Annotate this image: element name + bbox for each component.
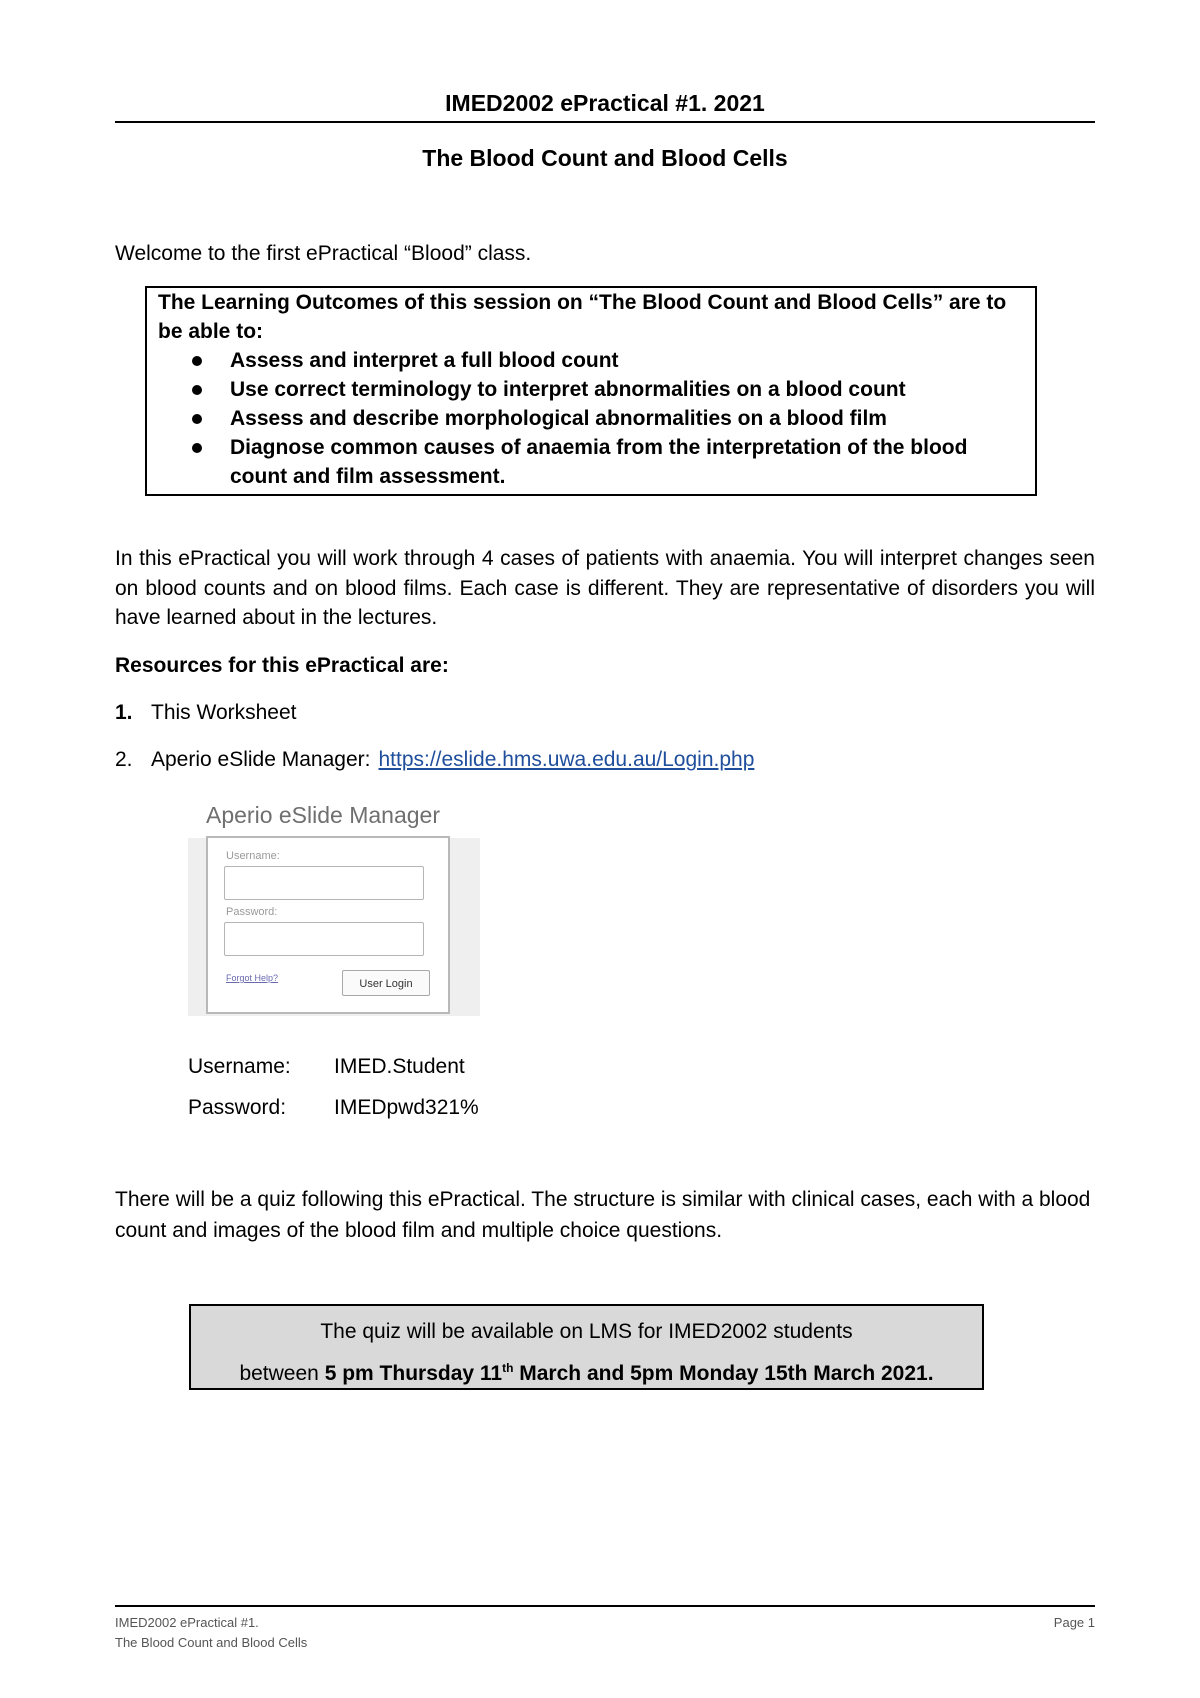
bullet-icon — [192, 414, 202, 424]
credential-password — [188, 1094, 479, 1122]
notice-dates — [325, 1362, 934, 1385]
notice-date-end: March and 5pm Monday 15th March 2021. — [513, 1362, 934, 1385]
list-item-text: Assess and interpret a full blood count — [230, 349, 619, 372]
resources-heading: Resources for this ePractical are: — [115, 654, 449, 677]
list-item-text: Diagnose common causes of anaemia from the interpretation of the blood count and film assessment. — [230, 436, 968, 488]
username-label: Username: — [188, 1055, 291, 1078]
bullet-icon — [192, 356, 202, 366]
header-divider — [115, 121, 1095, 123]
eslide-link[interactable]: https://eslide.hms.uwa.edu.au/Login.php — [378, 748, 755, 771]
quiz-paragraph: There will be a quiz following this ePractical. The structure is similar with clinical cases, each with a blood count and images of the blood film and multiple choice questions. — [115, 1188, 1091, 1242]
login-forgot-link: Forgot Help? — [226, 973, 279, 983]
footer-doc-title: The Blood Count and Blood Cells — [115, 1635, 308, 1650]
login-username-field — [224, 866, 424, 900]
resource-label: Aperio eSlide Manager: — [151, 748, 371, 771]
list-item — [158, 346, 1023, 375]
page-number: Page 1 — [1053, 1615, 1095, 1630]
notice-line-1: The quiz will be available on LMS for IMED2002 students — [320, 1320, 853, 1343]
login-password-label: Password: — [226, 906, 278, 918]
username-value: IMED.Student — [334, 1055, 465, 1078]
login-password-field — [224, 922, 424, 956]
page-title: The Blood Count and Blood Cells — [422, 145, 788, 171]
footer-divider — [115, 1605, 1095, 1607]
intro-paragraph: In this ePractical you will work through 4 cases of patients with anaemia. You will interpret changes seen on blood counts and on blood films. Each case is different. They are representative of disorders you will have learned about in the lectures. — [115, 547, 1095, 629]
login-screenshot — [188, 800, 480, 1020]
credential-username — [188, 1053, 465, 1081]
footer-left — [115, 1613, 307, 1653]
list-item — [158, 433, 1023, 491]
password-label: Password: — [188, 1096, 287, 1119]
learning-outcomes-box — [145, 286, 1037, 496]
list-item — [158, 375, 1023, 404]
password-value: IMEDpwd321% — [334, 1096, 479, 1119]
login-username-label: Username: — [226, 850, 280, 862]
login-form-panel — [206, 836, 450, 1014]
quiz-notice-box — [189, 1304, 984, 1390]
bullet-icon — [192, 385, 202, 395]
list-item-text: Assess and describe morphological abnormalities on a blood film — [230, 407, 887, 430]
footer-course: IMED2002 ePractical #1. — [115, 1615, 259, 1630]
resource-item-worksheet — [115, 699, 297, 727]
resource-item-eslide — [115, 746, 754, 774]
course-title: IMED2002 ePractical #1. 2021 — [445, 90, 765, 116]
notice-prefix: between — [239, 1362, 325, 1385]
notice-date-start: 5 pm Thursday 11 — [324, 1362, 503, 1385]
learning-outcomes-intro: The Learning Outcomes of this session on “The Blood Count and Blood Cells” are to be able to: — [158, 291, 1007, 343]
welcome-text: Welcome to the first ePractical “Blood” class. — [115, 242, 532, 265]
bullet-icon — [192, 443, 202, 453]
notice-ordinal: th — [502, 1361, 514, 1375]
resource-number: 2. — [115, 748, 133, 771]
resource-label: This Worksheet — [151, 701, 297, 724]
resource-number: 1. — [115, 701, 133, 724]
notice-line-2 — [191, 1360, 982, 1388]
login-button: User Login — [342, 970, 430, 996]
list-item-text: Use correct terminology to interpret abnormalities on a blood count — [230, 378, 906, 401]
list-item — [158, 404, 1023, 433]
learning-outcomes-list — [158, 346, 1023, 491]
login-screenshot-title: Aperio eSlide Manager — [206, 802, 440, 828]
